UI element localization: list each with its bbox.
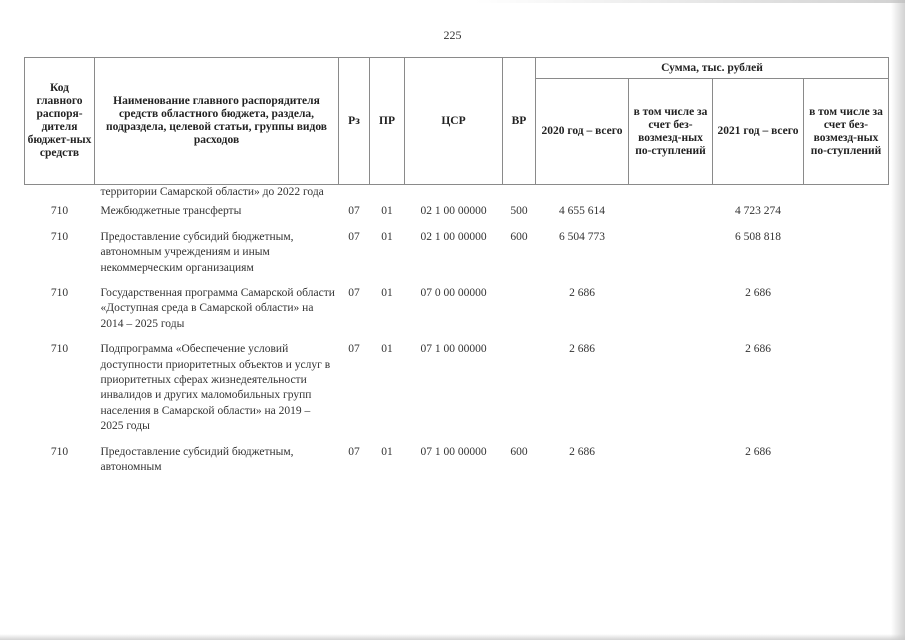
cell-2020-total: 2 686: [569, 287, 595, 300]
cell-2021-total: 2 686: [745, 445, 771, 458]
header-2020-total: 2020 год – всего: [536, 79, 629, 185]
table-row: [25, 286, 889, 342]
cell-code: 710: [50, 205, 69, 218]
scan-edge-shadow: [891, 0, 905, 640]
cell-vr: 500: [510, 205, 528, 218]
cell-pr: [370, 185, 405, 205]
cell-csr: 02 1 00 00000: [420, 205, 487, 218]
header-vr: ВР: [503, 58, 536, 185]
cell-2021-total: 2 686: [745, 287, 771, 300]
cell-vr: [503, 286, 536, 342]
cell-2021-total: 4 723 274: [735, 205, 781, 218]
cell-pr: 01: [381, 287, 393, 300]
header-code: Код главного распоря-дителя бюджет-ных средств: [25, 58, 95, 185]
cell-rz: 07: [348, 287, 360, 300]
table-row: [25, 185, 889, 205]
cell-2020-total: [536, 185, 629, 205]
cell-rz: 07: [348, 343, 360, 356]
cell-2020-gratuitous: [629, 204, 713, 229]
cell-code: [25, 185, 95, 205]
cell-2021-total: 6 508 818: [735, 230, 781, 243]
cell-code: 710: [50, 230, 69, 243]
cell-csr: 07 0 00 00000: [420, 287, 487, 300]
cell-2020-gratuitous: [629, 342, 713, 444]
header-sum-group: Сумма, тыс. рублей: [536, 58, 889, 79]
header-2020-gratuitous: в том числе за счет без-возмезд-ных по-ступлений: [629, 79, 713, 185]
cell-2021-total: [713, 185, 804, 205]
cell-2020-total: 2 686: [569, 343, 595, 356]
cell-pr: 01: [381, 230, 393, 243]
cell-rz: 07: [348, 205, 360, 218]
cell-2021-gratuitous: [804, 230, 889, 286]
cell-csr: [405, 185, 503, 205]
header-pr: ПР: [370, 58, 405, 185]
table-row: [25, 204, 889, 229]
cell-pr: 01: [381, 445, 393, 458]
header-2021-gratuitous: в том числе за счет без-возмезд-ных по-ступлений: [804, 79, 889, 185]
cell-2021-gratuitous: [804, 185, 889, 205]
cell-2021-gratuitous: [804, 342, 889, 444]
cell-csr: 07 1 00 00000: [420, 445, 487, 458]
header-name: Наименование главного распорядителя средств областного бюджета, раздела, подраздела, целевой статьи, группы видов расходов: [95, 58, 339, 185]
cell-code: 710: [50, 343, 69, 356]
header-csr: ЦСР: [405, 58, 503, 185]
cell-2020-gratuitous: [629, 185, 713, 205]
cell-2020-gratuitous: [629, 286, 713, 342]
cell-csr: 02 1 00 00000: [420, 230, 487, 243]
cell-name: Предоставление субсидий бюджетным, автономным учреждениям и иным некоммерческим организациям: [100, 230, 294, 274]
cell-2020-gratuitous: [629, 445, 713, 486]
scan-edge-shadow-bottom: [0, 634, 905, 640]
cell-2020-gratuitous: [629, 230, 713, 286]
header-rz: Рз: [339, 58, 370, 185]
budget-table: [24, 57, 889, 486]
cell-2020-total: 4 655 614: [559, 205, 605, 218]
cell-2021-total: 2 686: [745, 343, 771, 356]
cell-name: Подпрограмма «Обеспечение условий доступности приоритетных объектов и услуг в приоритетных сферах жизнедеятельности инвалидов и других маломобильных групп населения в Самарской области» на 2019 – 2025 годы: [100, 343, 331, 433]
cell-pr: 01: [381, 205, 393, 218]
cell-vr: [503, 185, 536, 205]
table-header: [25, 58, 889, 185]
cell-name: Предоставление субсидий бюджетным, автономным: [100, 445, 294, 474]
cell-name: Государственная программа Самарской области «Доступная среда в Самарской области» на 2014 – 2025 годы: [100, 287, 335, 330]
table-row: [25, 342, 889, 444]
page-number: 225: [443, 28, 462, 42]
cell-2020-total: 2 686: [569, 445, 595, 458]
cell-rz: 07: [348, 445, 360, 458]
cell-2021-gratuitous: [804, 445, 889, 486]
header-2021-total: 2021 год – всего: [713, 79, 804, 185]
cell-name: территории Самарской области» до 2022 года: [100, 186, 324, 198]
cell-code: 710: [50, 287, 69, 300]
cell-code: 710: [50, 445, 69, 458]
cell-2020-total: 6 504 773: [559, 230, 605, 243]
cell-rz: 07: [348, 230, 360, 243]
table-row: [25, 445, 889, 486]
scan-edge-shadow-top: [475, 0, 905, 3]
cell-csr: 07 1 00 00000: [420, 343, 487, 356]
cell-name: Межбюджетные трансферты: [100, 205, 242, 218]
cell-vr: 600: [510, 230, 528, 243]
cell-rz: [339, 185, 370, 205]
table-body: [25, 185, 889, 486]
cell-2021-gratuitous: [804, 286, 889, 342]
cell-pr: 01: [381, 343, 393, 356]
table-row: [25, 230, 889, 286]
cell-2021-gratuitous: [804, 204, 889, 229]
cell-vr: [503, 342, 536, 444]
cell-vr: 600: [510, 445, 528, 458]
